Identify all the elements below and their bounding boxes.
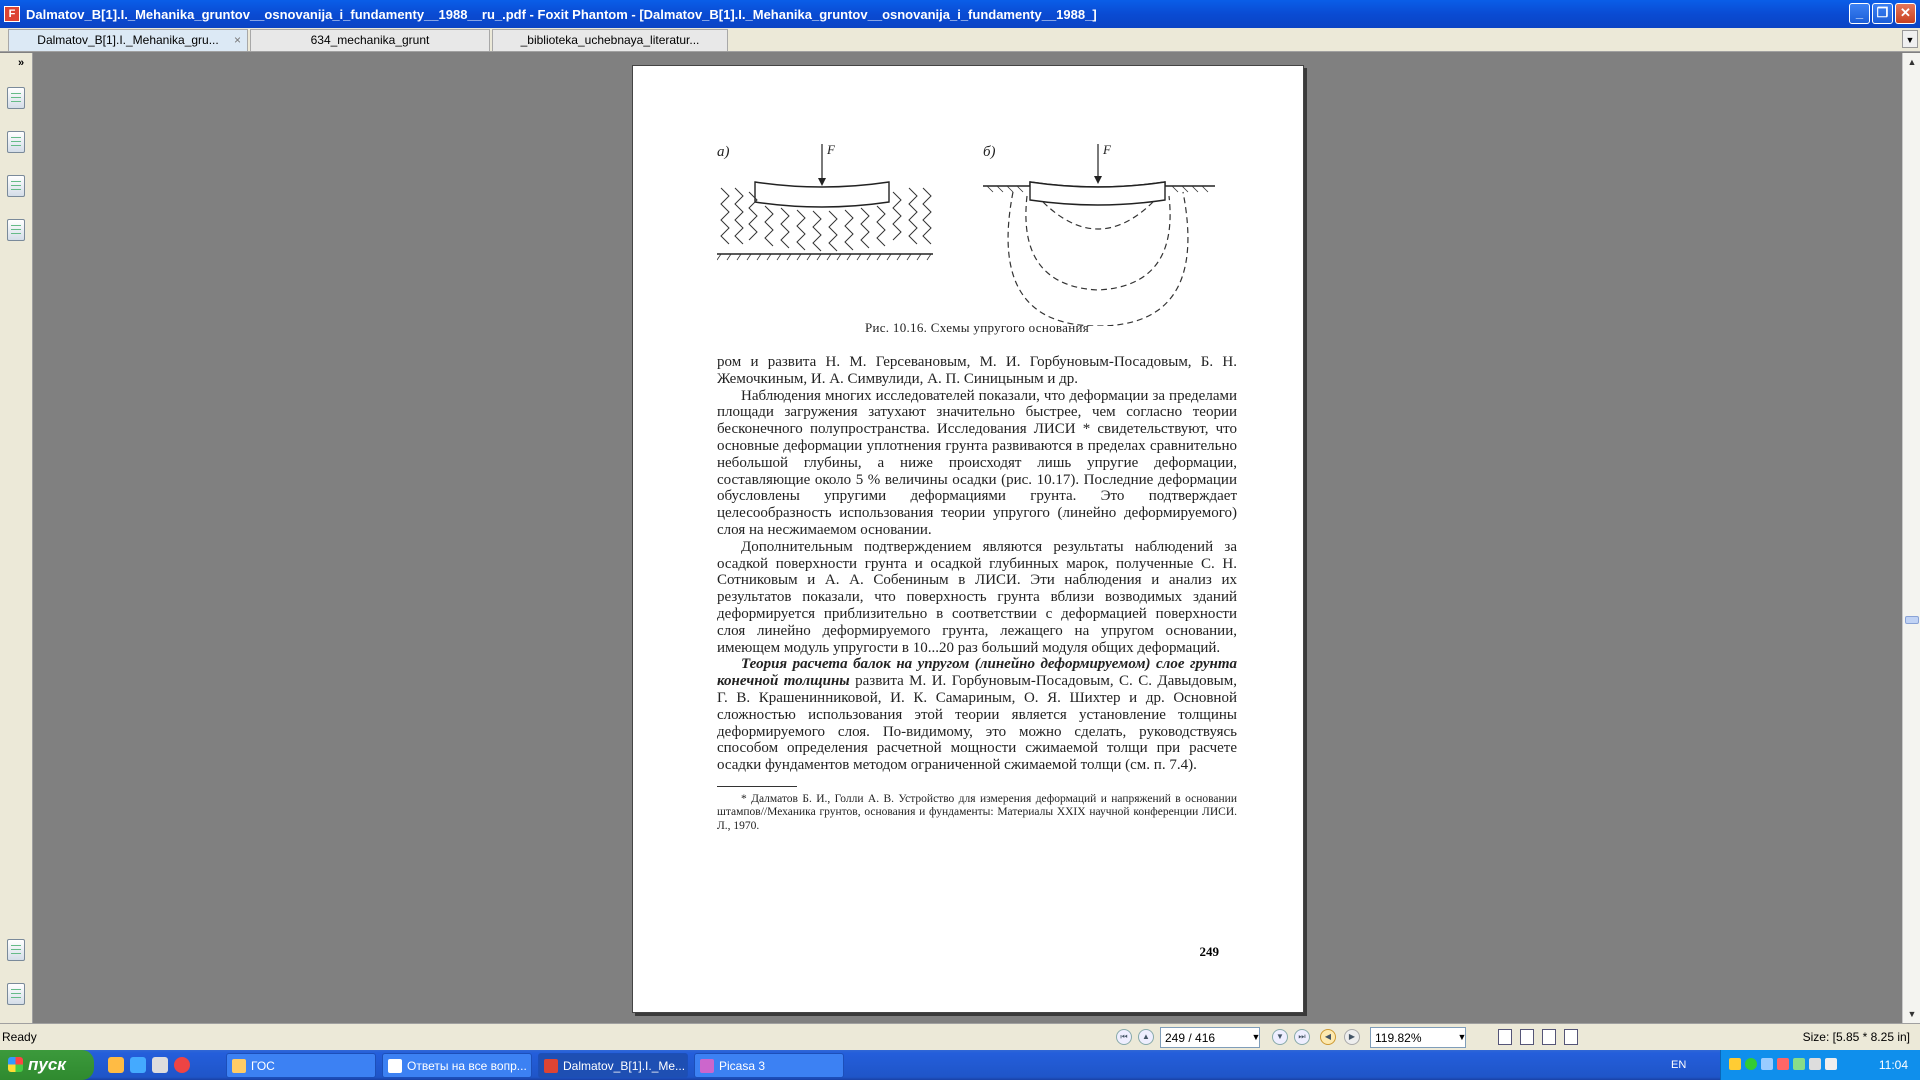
quicklaunch-ie-icon[interactable]: [130, 1057, 146, 1073]
tray-network-icon[interactable]: [1761, 1058, 1773, 1070]
page-number: 249: [1199, 944, 1219, 959]
figure-caption: Рис. 10.16. Схемы упругого основания: [864, 320, 1090, 335]
maximize-button[interactable]: ❐: [1872, 3, 1893, 24]
page-dropdown-icon[interactable]: ▼: [1251, 1032, 1261, 1042]
start-label: пуск: [28, 1055, 66, 1074]
document-view[interactable]: [34, 53, 1902, 1023]
window-title: Dalmatov_B[1].I._Mehanika_gruntov__osnovanija_i_fundamenty__1988__ru_.pdf - Foxit Phantom - [Dalmatov_B[1].I._Mehanika_gruntov__osnovanija_i_fundamenty__1988_]: [26, 6, 1097, 22]
window-title-bar: [0, 0, 1920, 28]
figure-label-b: б): [983, 144, 996, 160]
scroll-thumb[interactable]: [1905, 616, 1919, 624]
paperclip-icon[interactable]: [7, 983, 25, 1005]
facing-view-icon[interactable]: [1542, 1029, 1556, 1045]
page-number-field[interactable]: 249 / 416: [1160, 1027, 1260, 1048]
taskbar-item-picasa[interactable]: [694, 1053, 844, 1078]
tray-antivirus-icon[interactable]: [1745, 1058, 1757, 1070]
expand-panel-icon[interactable]: »: [18, 57, 25, 69]
vertical-scrollbar[interactable]: [1902, 53, 1920, 1023]
tab-mechanika-grunt[interactable]: [250, 29, 490, 51]
pdf-page: [632, 65, 1304, 1013]
windows-flag-icon: [8, 1057, 23, 1072]
windows-taskbar: [0, 1050, 1920, 1080]
pdf-icon: [544, 1059, 558, 1073]
force-label-b: F: [1103, 142, 1111, 157]
beam-b: [1030, 182, 1165, 205]
tray-usb-icon[interactable]: [1809, 1058, 1821, 1070]
paragraph-2: Наблюдения многих исследователей показали, что деформации за пределами площади загружения затухают значительно быстрее, чем согласно теории бесконечного полупространства. Исследования ЛИСИ * свидетельствуют, что основные деформации уплотнения грунта развиваются в пределах сравнительно небольшой глубины, а ниже происходят лишь упругие деформации, составляющие около 5 % величины осадки (рис. 10.17). Последние деформации обусловлены упругими деформациями грунта. Это подтверждает целесообразность использования теории упругого (линейно деформируемого) слоя на несжимаемом основании.: [717, 387, 1237, 538]
scroll-down-icon[interactable]: ▼: [1907, 1009, 1917, 1019]
forward-arrow-icon[interactable]: ▶: [1344, 1029, 1360, 1045]
back-arrow-icon[interactable]: ◀: [1320, 1029, 1336, 1045]
stress-bulbs-b: [1008, 192, 1188, 326]
paragraph-4-text: развита М. И. Горбуновым-Посадовым, С. С. Давыдовым, Г. В. Крашенинниковой, И. К. Самариным, О. Я. Шихтер и др. Основной сложностью использования этой теории является установление толщины деформируемого слоя. По-видимому, это можно сделать, руководствуясь способом определения расчетной мощности сжимаемой толщи при расчете осадки фундаментов методом ограниченной сжимаемой толщи (см. п. 7.4).: [717, 673, 1238, 774]
continuous-view-icon[interactable]: [1520, 1029, 1534, 1045]
figure-drawing: [717, 136, 1237, 326]
single-page-view-icon[interactable]: [1498, 1029, 1512, 1045]
pages-icon[interactable]: [7, 131, 25, 153]
status-text: Ready: [2, 1030, 37, 1044]
taskbar-item-dalmatov[interactable]: [538, 1053, 688, 1078]
first-page-icon[interactable]: ⏮: [1116, 1029, 1132, 1045]
tab-label: _biblioteka_uchebnaya_literatur...: [520, 33, 700, 47]
last-page-icon[interactable]: ⏭: [1294, 1029, 1310, 1045]
footnote-divider: [717, 786, 797, 787]
attachments-list-icon[interactable]: [7, 939, 25, 961]
paragraph-1: ром и развита Н. М. Герсевановым, М. И. Горбуновым-Посадовым, Б. Н. Жемочкиным, И. А. Симвулиди, А. П. Синицыным и др.: [717, 354, 1237, 387]
language-indicator[interactable]: EN: [1671, 1059, 1687, 1071]
zoom-field[interactable]: 119.82%: [1370, 1027, 1466, 1048]
document-tab-bar: [0, 28, 1920, 52]
paragraph-3: Дополнительным подтверждением являются результаты наблюдений за осадкой поверхности грунта и осадкой глубинных марок, полученные С. Н. Сотниковым и А. А. Собениным в ЛИСИ. Эти наблюдения и анализ их результатов показали, что поверхность грунта вблизи возводимых зданий деформируется приблизительно в соответствии с деформацией поверхности слоя линейно деформируемого грунта, лежащего на упругом основании, имеющем модуль упругости в 10...20 раз больший модуля общих деформаций.: [717, 538, 1237, 656]
force-arrowhead-b: [1094, 176, 1102, 184]
bookmarks-icon[interactable]: [7, 87, 25, 109]
document-icon: [388, 1059, 402, 1073]
task-label: ГОС: [251, 1059, 275, 1073]
volume-icon[interactable]: [1825, 1058, 1837, 1070]
tab-label: Dalmatov_B[1].I._Mehanika_gru...: [37, 33, 219, 47]
force-label-a: F: [827, 142, 835, 157]
ground-hatch-a: [717, 254, 931, 260]
comments-icon[interactable]: [7, 175, 25, 197]
status-bar: [0, 1023, 1920, 1050]
zoom-dropdown-icon[interactable]: ▼: [1457, 1032, 1467, 1042]
close-button[interactable]: ✕: [1895, 3, 1916, 24]
start-button[interactable]: [0, 1050, 94, 1080]
paragraph-4-emphasis: Теория расчета балок на упругом (линейно деформируемом) слое грунта конечной толщины: [717, 656, 1237, 690]
minimize-button[interactable]: _: [1849, 3, 1870, 24]
quicklaunch-chrome-icon[interactable]: [174, 1057, 190, 1073]
next-page-icon[interactable]: ▼: [1272, 1029, 1288, 1045]
tab-list-dropdown-icon[interactable]: ▼: [1902, 30, 1918, 48]
system-tray: [1671, 1050, 1920, 1080]
scroll-up-icon[interactable]: ▲: [1907, 57, 1917, 67]
taskbar-item-gos[interactable]: [226, 1053, 376, 1078]
force-arrowhead-a: [818, 178, 826, 186]
tab-biblioteka[interactable]: [492, 29, 728, 51]
folder-icon: [232, 1059, 246, 1073]
picasa-icon: [700, 1059, 714, 1073]
continuous-facing-view-icon[interactable]: [1564, 1029, 1578, 1045]
tray-security-icon[interactable]: [1777, 1058, 1789, 1070]
task-label: Picasa 3: [719, 1059, 766, 1073]
figure-elastic-foundation: [717, 136, 1237, 326]
tab-dalmatov[interactable]: [8, 29, 248, 51]
quicklaunch-messenger-icon[interactable]: [108, 1057, 124, 1073]
paragraph-4: [717, 656, 1237, 774]
page-size-readout: Size: [5.85 * 8.25 in]: [1802, 1030, 1910, 1044]
quicklaunch-desktop-icon[interactable]: [152, 1057, 168, 1073]
layers-icon[interactable]: [7, 219, 25, 241]
clock[interactable]: 11:04: [1878, 1058, 1908, 1072]
tab-close-icon[interactable]: ×: [233, 33, 241, 47]
navigation-panel: [0, 53, 33, 1023]
footnote: * Далматов Б. И., Голли А. В. Устройство для измерения деформаций и напряжений в основании штампов//Механика грунтов, основания и фундаменты: Материалы XXIX научной конференции ЛИСИ. Л., 1970.: [717, 792, 1237, 832]
tray-update-icon[interactable]: [1793, 1058, 1805, 1070]
taskbar-item-answers[interactable]: [382, 1053, 532, 1078]
figure-label-a: a): [717, 144, 730, 160]
task-label: Dalmatov_B[1].I._Me...: [563, 1059, 686, 1073]
tray-app-icon[interactable]: [1729, 1058, 1741, 1070]
previous-page-icon[interactable]: ▲: [1138, 1029, 1154, 1045]
foxit-app-icon[interactable]: F: [4, 6, 20, 22]
task-label: Ответы на все вопр...: [407, 1059, 527, 1073]
tab-label: 634_mechanika_grunt: [310, 33, 430, 47]
